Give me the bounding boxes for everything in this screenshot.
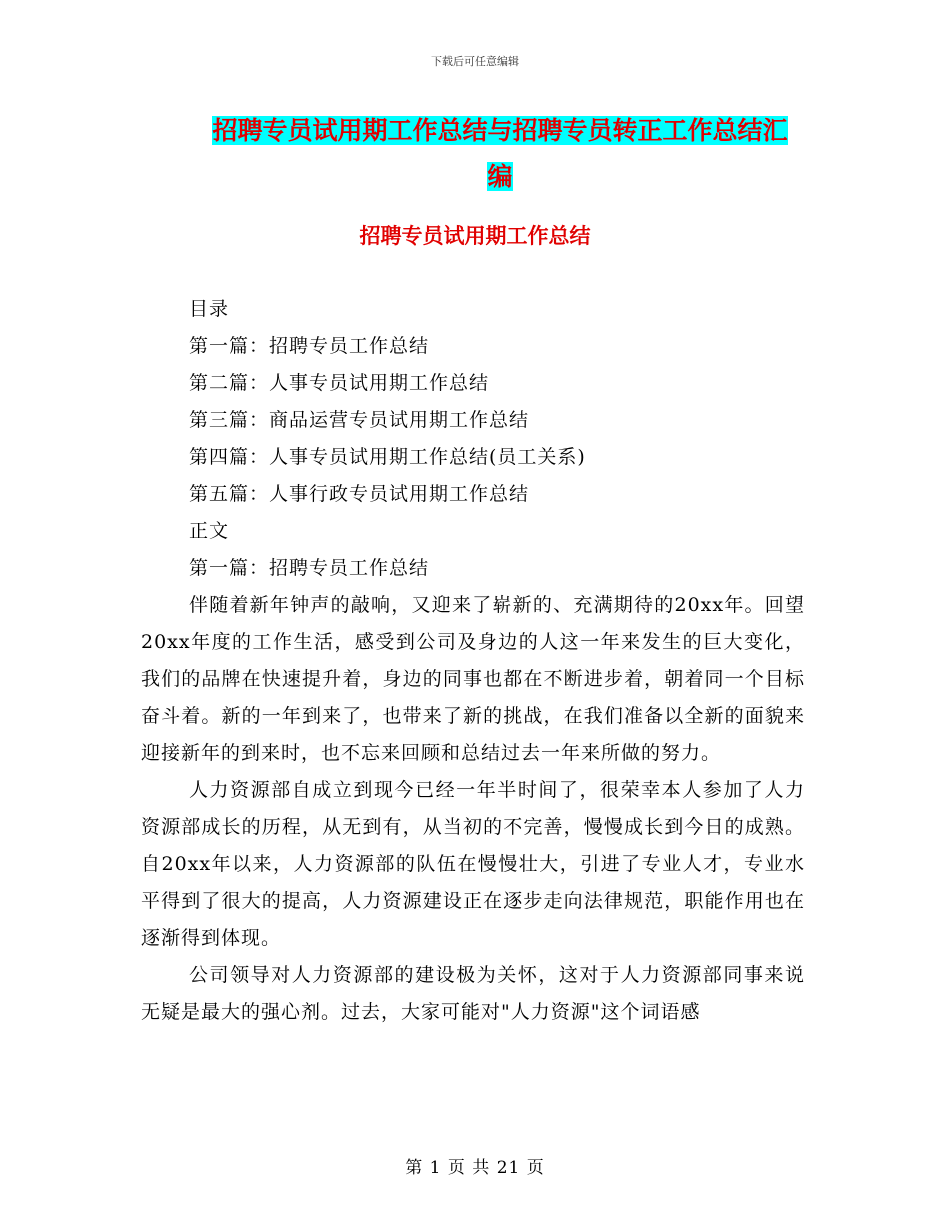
toc-item-3: 第三篇：商品运营专员试用期工作总结 bbox=[189, 409, 530, 431]
toc-heading: 目录 bbox=[189, 298, 230, 320]
toc-item-1: 第一篇：招聘专员工作总结 bbox=[189, 335, 430, 357]
page-number: 第 1 页 共 21 页 bbox=[405, 1158, 545, 1178]
document-title-line-1: 招聘专员试用期工作总结与招聘专员转正工作总结汇 bbox=[212, 116, 788, 145]
toc-item-2: 第二篇：人事专员试用期工作总结 bbox=[189, 372, 490, 394]
body-heading: 正文 bbox=[189, 520, 230, 542]
paragraph-3: 公司领导对人力资源部的建设极为关怀，这对于人力资源部同事来说无疑是最大的强心剂。过去，大家可能对"人力资源"这个词语感 bbox=[141, 964, 805, 1023]
document-title-line-2: 编 bbox=[487, 162, 513, 191]
toc-item-5: 第五篇：人事行政专员试用期工作总结 bbox=[189, 483, 530, 505]
document-title bbox=[190, 108, 810, 200]
document-body bbox=[141, 291, 805, 1031]
paragraph-2: 人力资源部自成立到现今已经一年半时间了，很荣幸本人参加了人力资源部成长的历程，从无到有，从当初的不完善，慢慢成长到今日的成熟。自20xx年以来，人力资源部的队伍在慢慢壮大，引进了专业人才，专业水平得到了很大的提高，人力资源建设正在逐步走向法律规范，职能作用也在逐渐得到体现。 bbox=[141, 779, 805, 949]
paragraph-1: 伴随着新年钟声的敲响，又迎来了崭新的、充满期待的20xx年。回望20xx年度的工作生活，感受到公司及身边的人这一年来发生的巨大变化，我们的品牌在快速提升着，身边的同事也都在不断进步着，朝着同一个目标奋斗着。新的一年到来了，也带来了新的挑战，在我们准备以全新的面貌来迎接新年的到来时，也不忘来回顾和总结过去一年来所做的努力。 bbox=[141, 594, 805, 764]
chapter-title: 第一篇：招聘专员工作总结 bbox=[189, 557, 430, 579]
header-note: 下载后可任意编辑 bbox=[431, 55, 519, 68]
section-title: 招聘专员试用期工作总结 bbox=[359, 224, 591, 248]
toc-item-4: 第四篇：人事专员试用期工作总结(员工关系) bbox=[189, 446, 586, 468]
